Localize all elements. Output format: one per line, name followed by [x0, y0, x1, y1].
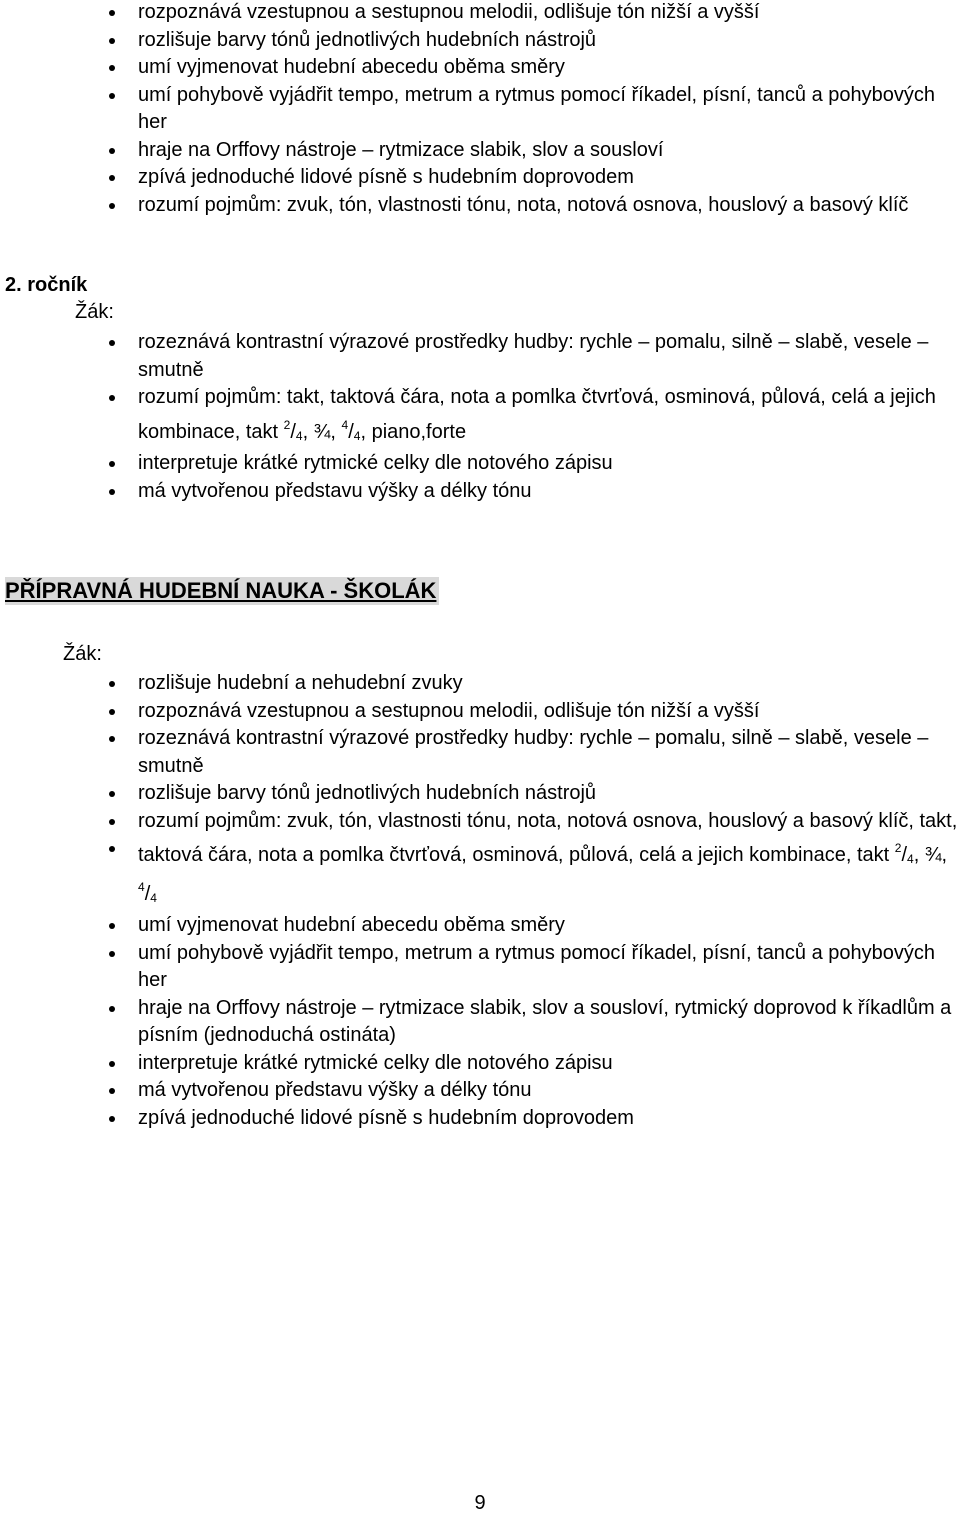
prep-bullet-list	[0, 670, 960, 1132]
list-item: rozlišuje hudební a nehudební zvuky	[0, 670, 960, 698]
list-item: umí vyjmenovat hudební abecedu oběma směry	[0, 912, 960, 940]
list-item	[0, 835, 960, 912]
list-item: rozpoznává vzestupnou a sestupnou melodii, odlišuje tón nižší a vyšší	[0, 0, 960, 27]
time-signatures: $^2/_4$, ¾, $^4/_4$	[138, 841, 948, 905]
list-item: zpívá jednoduché lidové písně s hudebním doprovodem	[0, 164, 960, 192]
list-item: rozumí pojmům: zvuk, tón, vlastnosti tónu, nota, notová osnova, houslový a basový klíč	[0, 192, 960, 220]
list-item: interpretuje krátké rytmické celky dle notového zápisu	[0, 1050, 960, 1078]
page-number: 9	[474, 1492, 486, 1514]
list-item-text: hraje na Orffovy nástroje – rytmizace slabik, slov a sousloví, rytmický doprovod k říkadlům a	[138, 996, 952, 1019]
list-item: rozumí pojmům: zvuk, tón, vlastnosti tónu, nota, notová osnova, houslový a basový klíč, takt,	[0, 808, 960, 836]
list-item: má vytvořenou představu výšky a délky tónu	[0, 1077, 960, 1105]
list-item: rozlišuje barvy tónů jednotlivých hudebních nástrojů	[0, 780, 960, 808]
list-item: umí pohybově vyjádřit tempo, metrum a rytmus pomocí říkadel, písní, tanců a pohybových her	[0, 940, 960, 995]
list-item: rozlišuje barvy tónů jednotlivých hudebních nástrojů	[0, 27, 960, 55]
frac-num: 4	[138, 879, 145, 894]
list-item: rozpoznává vzestupnou a sestupnou melodii, odlišuje tón nižší a vyšší	[0, 698, 960, 726]
list-item: interpretuje krátké rytmické celky dle notového zápisu	[0, 450, 960, 478]
top-bullet-list	[0, 0, 960, 219]
list-item: hraje na Orffovy nástroje – rytmizace slabik, slov a sousloví	[0, 137, 960, 165]
section-title: PŘÍPRAVNÁ HUDEBNÍ NAUKA - ŠKOLÁK	[5, 577, 439, 605]
frac-den: 4	[907, 852, 914, 866]
list-item-text: rozumí pojmům: takt, taktová čára, nota a pomlka čtvrťová, osminová, půlová, celá a jejich kombinace, takt	[138, 386, 936, 443]
frac-num: 2	[283, 417, 291, 432]
list-item-text: písním (jednoduchá ostináta)	[138, 1024, 396, 1046]
frac-three-quarters: ¾	[924, 844, 942, 866]
frac-num: 4	[341, 417, 349, 432]
frac-tail: , piano,forte	[360, 420, 467, 443]
frac-num: 2	[894, 841, 902, 855]
grade-heading: 2. ročník	[5, 274, 88, 296]
list-item: umí vyjmenovat hudební abecedu oběma směry	[0, 54, 960, 82]
zak-label: Žák:	[63, 643, 102, 665]
grade2-bullet-list	[0, 329, 960, 505]
list-item: rozeznává kontrastní výrazové prostředky hudby: rychle – pomalu, silně – slabě, vesele – smutně	[0, 725, 960, 780]
list-item-text: taktová čára, nota a pomlka čtvrťová, osminová, půlová, celá a jejich kombinace, takt	[138, 844, 890, 866]
frac-den: 4	[353, 428, 361, 443]
list-item: má vytvořenou představu výšky a délky tónu	[0, 478, 960, 506]
list-item	[0, 384, 960, 450]
frac-three-quarters: ¾	[313, 420, 331, 443]
list-item: rozeznává kontrastní výrazové prostředky hudby: rychle – pomalu, silně – slabě, vesele – smutně	[0, 329, 960, 384]
frac-den: 4	[150, 890, 157, 905]
frac-den: 4	[295, 428, 303, 443]
list-item: umí pohybově vyjádřit tempo, metrum a rytmus pomocí říkadel, písní, tanců a pohybových her	[0, 82, 960, 137]
time-signatures: $^2/_4$, ¾, $^4/_4$, piano,forte	[283, 417, 467, 443]
list-item	[0, 995, 960, 1050]
zak-label: Žák:	[75, 301, 114, 323]
list-item: zpívá jednoduché lidové písně s hudebním doprovodem	[0, 1105, 960, 1133]
